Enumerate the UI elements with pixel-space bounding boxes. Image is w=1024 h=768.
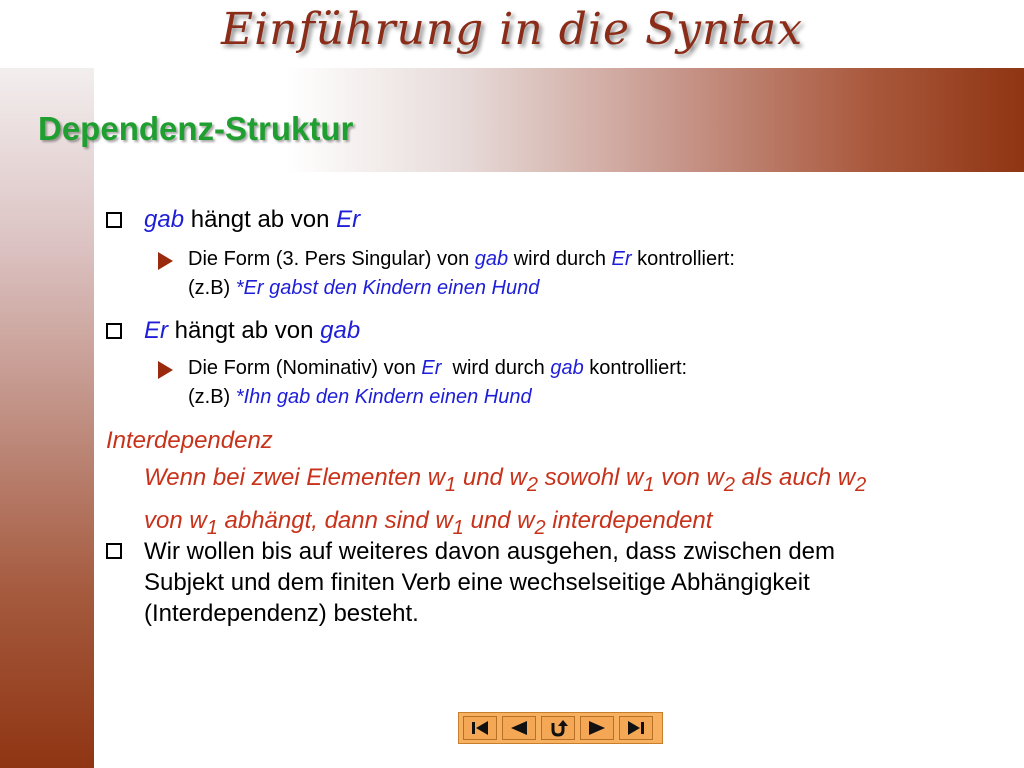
slide-title: Dependenz-Struktur — [38, 110, 354, 147]
arrow-bullet-icon — [158, 252, 173, 270]
square-bullet-icon — [106, 543, 122, 559]
bullet-1-sub: Die Form (3. Pers Singular) von gab wird durch Er kontrolliert: (z.B) *Er gabst den Kindern einen Hund — [188, 248, 735, 299]
return-button[interactable] — [541, 716, 575, 740]
square-bullet-icon — [106, 323, 122, 339]
first-slide-button[interactable] — [463, 716, 497, 740]
next-slide-button[interactable] — [580, 716, 614, 740]
left-decorative-bar — [0, 68, 94, 768]
previous-icon — [503, 717, 535, 739]
bullet-3: Wir wollen bis auf weiteres davon ausgehen, dass zwischen dem Subjekt und dem finiten Verb eine wechselseitige Abhängigkeit (Interdependenz) besteht. — [144, 538, 836, 627]
square-bullet-icon — [106, 212, 122, 228]
arrow-bullet-icon — [158, 361, 173, 379]
last-slide-button[interactable] — [619, 716, 653, 740]
slide-navigation — [458, 712, 663, 744]
bullet-1: gab hängt ab von Er — [144, 206, 361, 233]
return-icon — [542, 717, 574, 739]
definition-text: Wenn bei zwei Elementen $w_1$ und $w_2$ sowohl $w_1$ von $w_2$ als auch $w_2$ von $w_1$ abhängt, dann sind $w_1$ und $w_2$ interdependent — [144, 464, 867, 539]
next-icon — [581, 717, 613, 739]
previous-slide-button[interactable] — [502, 716, 536, 740]
definition-term: Interdependenz — [106, 427, 273, 454]
bullet-2-sub: Die Form (Nominativ) von Er wird durch gab kontrolliert: (z.B) *Ihn gab den Kindern einen Hund — [188, 357, 688, 408]
banner — [0, 0, 1024, 68]
first-icon — [464, 717, 496, 739]
bullet-2: Er hängt ab von gab — [144, 317, 361, 344]
banner-title: Einführung in die Syntax — [220, 4, 804, 55]
last-icon — [620, 717, 652, 739]
